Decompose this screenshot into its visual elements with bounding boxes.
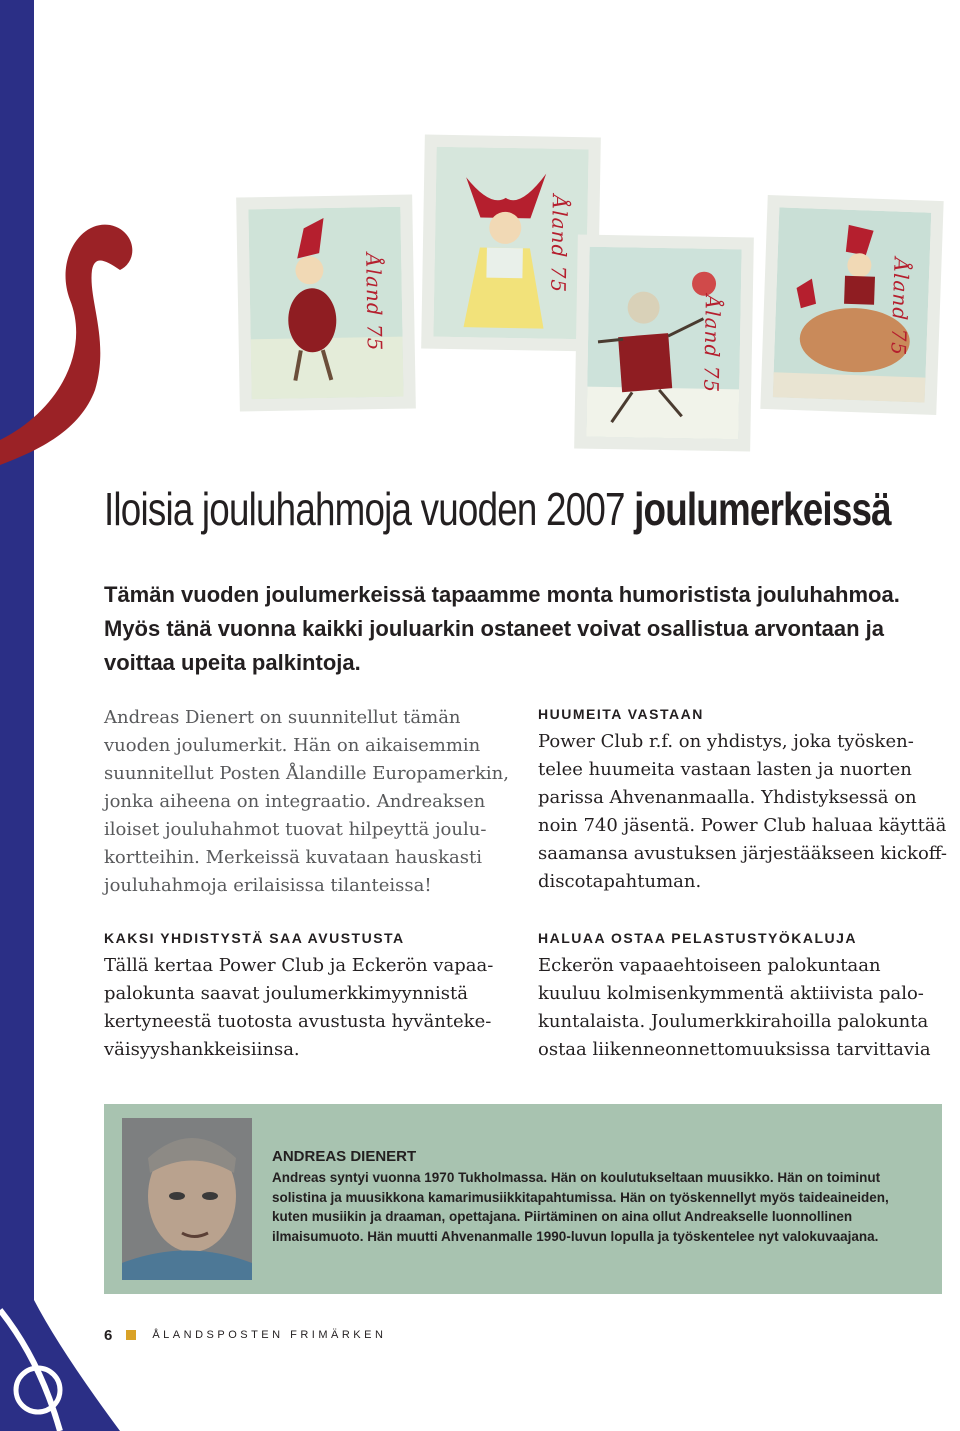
page-title-normal: Iloisia jouluhahmoja vuoden 2007 xyxy=(104,483,625,535)
intro-paragraph: Andreas Dienert on suunnitellut tämän vuoden joulumerkit. Hän on aikaisemmin suunnitellut Posten Ålandille Europamerkin, jonka aiheena on integraatio. Andreaksen iloiset jouluhahmot tuovat hilpeyttä joulukortteihin. Merkeissä kuvataan hauskasti jouluhahmoja erilaisissa tilanteissa! xyxy=(104,707,509,896)
section-heading: HUUMEITA VASTAAN xyxy=(538,706,704,722)
stamp-elf-standing xyxy=(236,194,416,411)
stamp-elf-dancing xyxy=(574,234,754,451)
stamp-value-text: Åland 75 xyxy=(546,194,572,294)
page-footer xyxy=(104,1324,386,1346)
stamp-value-text: Åland 75 xyxy=(699,294,725,394)
page-number: 6 xyxy=(104,1326,113,1344)
section-body: Eckerön vapaaehtoiseen palokuntaan kuuluu kolmisenkymmentä aktiivista palokuntalaista. Joulumerkkirahoilla palokunta ostaa liikenneonnettomuuksissa tarvittavia xyxy=(538,955,931,1060)
section-body: Power Club r.f. on yhdistys, joka työskentelee huumeita vastaan lasten ja nuorten parissa Ahvenanmaalla. Yhdistyksessä on noin 740 jäsentä. Power Club haluaa käyttää saamansa avustuksen järjestääkseen kickoff-discotapahtuman. xyxy=(538,731,948,892)
artist-bio-text: Andreas syntyi vuonna 1970 Tukholmassa. Hän on koulutukseltaan muusikko. Hän on toiminut solistina ja muusikkona kamarimusiikkitapahtumissa. Hän on työskennellyt myös taideaineiden, kuten musiikin ja draaman, opettajana. Piirtäminen on aina ollut Andreakselle luonnollinen ilmaisumuoto. Hän muutti Ahvenanmalle 1990-luvun lopulla ja työskentelee nyt valokuvaajana. xyxy=(272,1170,889,1244)
stamp-value-text: Åland 75 xyxy=(361,252,387,352)
section-against-drugs xyxy=(538,706,948,896)
publication-name: ÅLANDSPOSTEN FRIMÄRKEN xyxy=(152,1329,387,1341)
section-heading: HALUAA OSTAA PELASTUSTYÖKALUJA xyxy=(538,930,858,946)
section-heading: KAKSI YHDISTYSTÄ SAA AVUSTUSTA xyxy=(104,930,405,946)
page-title-bold: joulumerkeissä xyxy=(634,483,891,535)
artist-name: ANDREAS DIENERT xyxy=(272,1148,417,1165)
stamp-elf-yellow-dress xyxy=(421,134,601,351)
stamp-elf-on-pig xyxy=(760,195,943,415)
page-title xyxy=(104,482,891,536)
stamp-value-text: Åland 75 xyxy=(886,257,914,357)
section-body: Tällä kertaa Power Club ja Eckerön vapaapalokunta saavat joulumerkkimyynnistä kertyneestä tuotosta avustusta hyväntekeväisyyshankkeisiinsa. xyxy=(104,955,494,1060)
intro-column xyxy=(104,704,514,900)
section-grants xyxy=(104,930,514,1064)
artist-bio-box xyxy=(104,1104,942,1294)
lead-paragraph: Tämän vuoden joulumerkeissä tapaamme monta humoristista jouluhahmoa. Myös tänä vuonna kaikki jouluarkin ostaneet voivat osallistua arvontaan ja voittaa upeita palkintoja. xyxy=(104,582,900,675)
footer-square-icon xyxy=(126,1330,136,1340)
artist-photo xyxy=(122,1118,252,1280)
red-swirl-decoration xyxy=(0,190,150,470)
section-rescue-tools xyxy=(538,930,948,1064)
